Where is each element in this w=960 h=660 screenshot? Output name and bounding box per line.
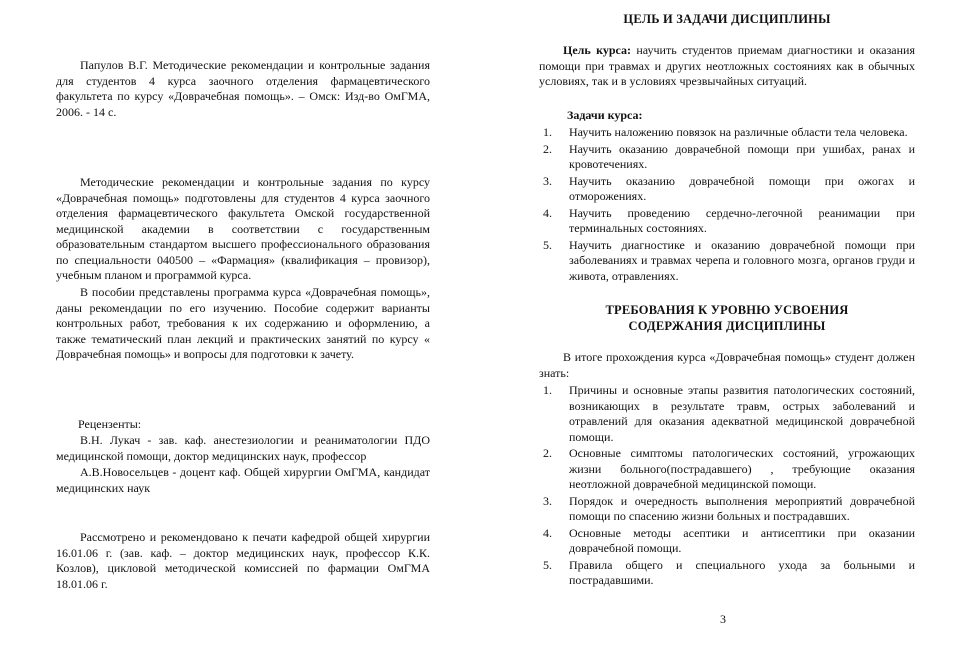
list-item bbox=[539, 558, 915, 589]
list-item bbox=[539, 446, 915, 493]
list-item-number: 5. bbox=[543, 557, 552, 572]
heading-requirements-2: СОДЕРЖАНИЯ ДИСЦИПЛИНЫ bbox=[628, 319, 826, 333]
goal-label: Цель курса: bbox=[563, 43, 631, 57]
heading-requirements-1: ТРЕБОВАНИЯ К УРОВНЮ УСВОЕНИЯ bbox=[605, 303, 849, 317]
tasks-label: Задачи курса: bbox=[567, 108, 643, 122]
list-item-text: Причины и основные этапы развития патологических состояний, возникающих в результате травм, острых заболеваний и отравлений для оказания адекватной медицинской доврачебной помощи. bbox=[569, 383, 915, 444]
list-item-text: Научить оказанию доврачебной помощи при ушибах, ранах и кровотечениях. bbox=[569, 141, 915, 171]
list-item bbox=[539, 142, 915, 173]
list-item-text: Основные методы асептики и антисептики при оказании доврачебной помощи. bbox=[569, 525, 915, 555]
approval-note: Рассмотрено и рекомендовано к печати кафедрой общей хирургии 16.01.06 г. (зав. каф. – доктор медицинских наук, профессор К.К. Козлов), цикловой методической комиссией по фармации ОмГМА 18.01.06 г. bbox=[56, 530, 430, 591]
goal-text: научить студентов приемам диагностики и оказания помощи при травмах и других неотложных состояниях как в обычных условиях, так и в условиях чрезвычайных ситуаций. bbox=[539, 43, 915, 88]
list-item-number: 3. bbox=[543, 173, 552, 188]
list-item-text: Основные симптомы патологических состояний, угрожающих жизни больного(пострадавшего) , требующие оказания неотложной доврачебной медицинской помощи. bbox=[569, 446, 915, 491]
list-item bbox=[539, 206, 915, 237]
list-item-text: Научить оказанию доврачебной помощи при ожогах и отморожениях. bbox=[569, 173, 915, 203]
list-item bbox=[539, 526, 915, 557]
list-item-text: Научить проведению сердечно-легочной реанимации при терминальных состояниях. bbox=[569, 205, 915, 235]
annotation-paragraph-2: В пособии представлены программа курса «Доврачебная помощь», даны рекомендации по его изучению. Пособие содержит варианты контрольных работ, требования к их содержанию и оформлению, а также тематический план лекций и практических занятий по курсу « Доврачебная помощь» и вопросы для подготовки к зачету. bbox=[56, 285, 430, 361]
list-item bbox=[539, 494, 915, 525]
list-item bbox=[539, 174, 915, 205]
tasks-list bbox=[539, 125, 915, 285]
list-item-text: Научить наложению повязок на различные области тела человека. bbox=[569, 125, 908, 139]
list-item-number: 4. bbox=[543, 525, 552, 540]
list-item bbox=[539, 238, 915, 285]
list-item-text: Порядок и очередность выполнения мероприятий доврачебной помощи по спасению жизни больных и пострадавших. bbox=[569, 493, 915, 523]
course-goal bbox=[539, 43, 915, 90]
reviewer-1: В.Н. Лукач - зав. каф. анестезиологии и реаниматологии ПДО медицинской помощи, доктор медицинских наук, профессор bbox=[56, 433, 430, 463]
list-item-number: 5. bbox=[543, 237, 552, 252]
annotation-paragraph-1: Методические рекомендации и контрольные задания по курсу «Доврачебная помощь» подготовлены для студентов 4 курса заочного отделения фармацевтического факультета Омской государственной медицинской академии в соответствии с государственным образовательным стандартом высшего профессионального образования по специальности 040500 – «Фармация» (квалификация – провизор), учебным планом и программой курса. bbox=[56, 175, 430, 282]
page-number: 3 bbox=[720, 612, 726, 626]
list-item-text: Научить диагностике и оказанию доврачебной помощи при заболеваниях и травмах черепа и головного мозга, органов груди и живота, отравлениях. bbox=[569, 237, 915, 283]
list-item-text: Правила общего и специального ухода за больными и пострадавшими. bbox=[569, 557, 915, 587]
list-item-number: 2. bbox=[543, 141, 552, 156]
citation: Папулов В.Г. Методические рекомендации и контрольные задания для студентов 4 курса заочного отделения фармацевтического факультета по курсу «Доврачебная помощь». – Омск: Изд-во ОмГМА, 2006. - 14 с. bbox=[56, 58, 430, 119]
reviewers-title: Рецензенты: bbox=[78, 417, 142, 431]
list-item bbox=[539, 125, 915, 141]
reviewer-2: А.В.Новосельцев - доцент каф. Общей хирургии ОмГМА, кандидат медицинских наук bbox=[56, 465, 430, 495]
list-item-number: 4. bbox=[543, 205, 552, 220]
list-item-number: 3. bbox=[543, 493, 552, 508]
list-item-number: 2. bbox=[543, 446, 552, 460]
list-item-number: 1. bbox=[543, 125, 552, 139]
requirements-list bbox=[539, 383, 915, 590]
list-item bbox=[539, 383, 915, 445]
heading-goals: ЦЕЛЬ И ЗАДАЧИ ДИСЦИПЛИНЫ bbox=[623, 12, 831, 26]
list-item-number: 1. bbox=[543, 383, 552, 397]
requirements-intro: В итоге прохождения курса «Доврачебная помощь» студент должен знать: bbox=[539, 350, 915, 380]
